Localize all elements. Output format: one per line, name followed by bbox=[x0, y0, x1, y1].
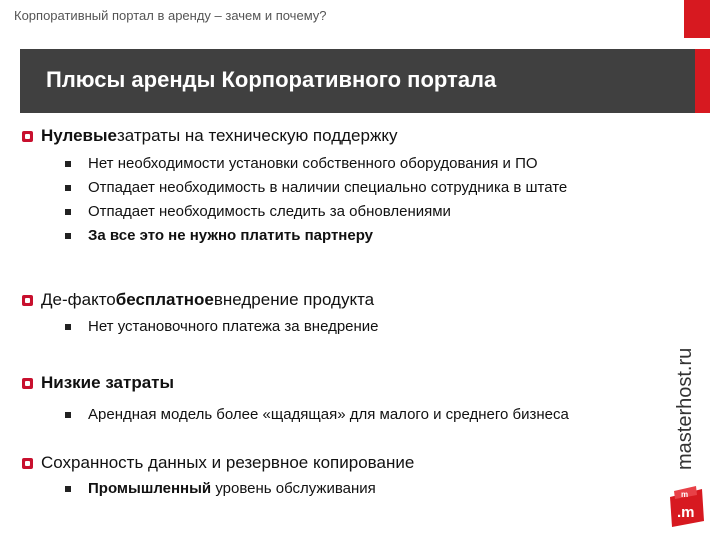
square-bullet-icon bbox=[65, 412, 71, 418]
watermark-text: masterhost.ru bbox=[674, 347, 696, 470]
section-low-costs bbox=[22, 373, 569, 427]
heading-text: Де-факто bbox=[41, 290, 116, 309]
heading-bold: Нулевые bbox=[41, 126, 117, 145]
section-heading bbox=[22, 290, 379, 310]
square-bullet-icon bbox=[65, 486, 71, 492]
presentation-title: Корпоративный портал в аренду – зачем и почему? bbox=[14, 8, 327, 23]
list-item-bold: Промышленный bbox=[88, 480, 212, 497]
banner-accent-bar bbox=[695, 49, 710, 113]
list-item-text: Нет необходимости установки собственного оборудования и ПО bbox=[88, 155, 538, 172]
section-free-implementation bbox=[22, 290, 379, 339]
list-item-text: За все это не нужно платить партнеру bbox=[88, 227, 374, 244]
logo-icon bbox=[664, 485, 708, 529]
bullet-list bbox=[22, 152, 567, 248]
slide-title-banner bbox=[20, 49, 695, 113]
heading-bold: Низкие затраты bbox=[41, 373, 175, 392]
list-item bbox=[22, 152, 567, 176]
masterhost-logo bbox=[664, 485, 708, 529]
list-item bbox=[22, 315, 379, 339]
top-accent-bar bbox=[684, 0, 710, 38]
list-item bbox=[22, 224, 567, 248]
heading-text: внедрение продукта bbox=[213, 290, 375, 309]
square-bullet-icon bbox=[65, 185, 71, 191]
square-bullet-icon bbox=[65, 324, 71, 330]
list-item bbox=[22, 477, 414, 501]
list-item-text: Арендная модель более «щадящая» для малого и среднего бизнеса bbox=[88, 406, 569, 423]
checkbox-bullet-icon bbox=[22, 295, 33, 306]
checkbox-bullet-icon bbox=[22, 378, 33, 389]
list-item-text: уровень обслуживания bbox=[211, 480, 376, 497]
heading-text: затраты на техническую поддержку bbox=[116, 126, 398, 145]
svg-text:m: m bbox=[681, 490, 689, 499]
bullet-list bbox=[22, 477, 414, 501]
square-bullet-icon bbox=[65, 209, 71, 215]
svg-text:.m: .m bbox=[677, 504, 695, 521]
list-item-text: Отпадает необходимость следить за обновлениями bbox=[88, 203, 451, 220]
section-heading bbox=[22, 373, 569, 393]
bullet-list bbox=[22, 403, 569, 427]
section-data-safety bbox=[22, 453, 414, 501]
list-item-text: Нет установочного платежа за внедрение bbox=[88, 318, 379, 335]
list-item bbox=[22, 403, 569, 427]
slide-title: Плюсы аренды Корпоративного портала bbox=[46, 67, 497, 92]
section-heading bbox=[22, 126, 567, 146]
heading-text: Сохранность данных и резервное копирование bbox=[41, 453, 415, 472]
bullet-list bbox=[22, 315, 379, 339]
checkbox-bullet-icon bbox=[22, 458, 33, 469]
square-bullet-icon bbox=[65, 233, 71, 239]
heading-bold: бесплатное bbox=[115, 290, 214, 309]
list-item-text: Отпадает необходимость в наличии специально сотрудника в штате bbox=[88, 179, 568, 196]
list-item bbox=[22, 176, 567, 200]
section-heading bbox=[22, 453, 414, 473]
square-bullet-icon bbox=[65, 161, 71, 167]
list-item bbox=[22, 200, 567, 224]
section-zero-costs bbox=[22, 126, 567, 248]
checkbox-bullet-icon bbox=[22, 131, 33, 142]
